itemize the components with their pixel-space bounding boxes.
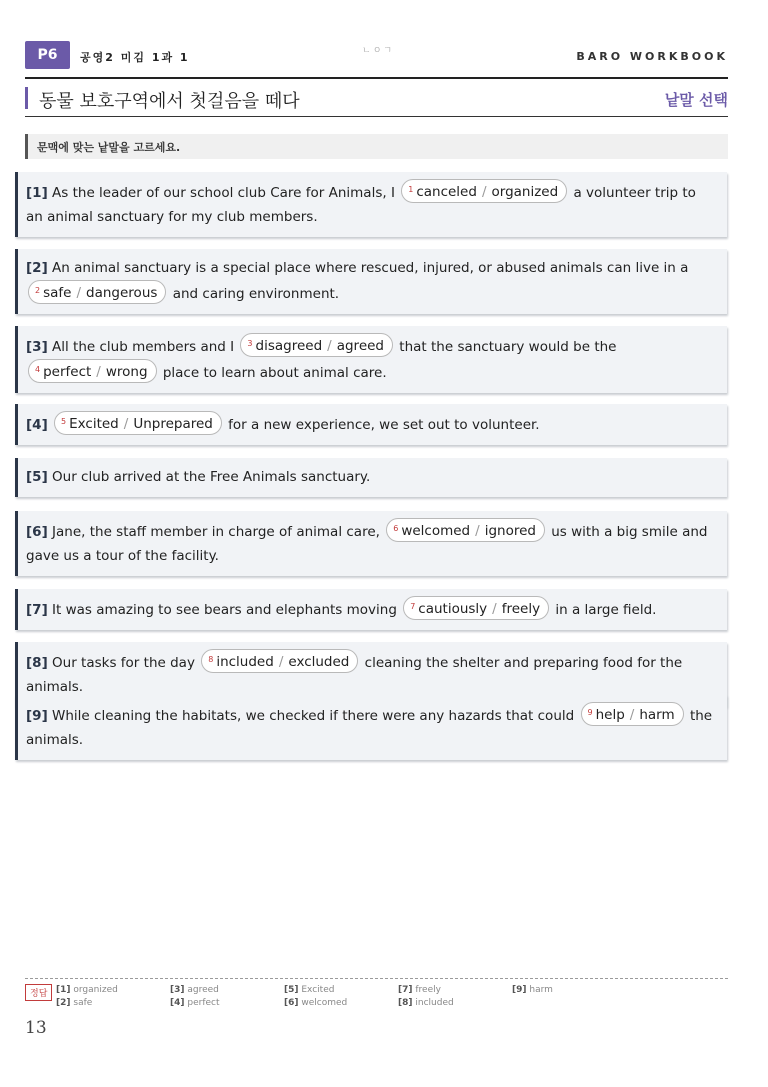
choice-option-a[interactable]: perfect: [43, 364, 92, 380]
choice-chip: [386, 518, 545, 542]
blank-number: 9: [587, 708, 593, 717]
question-number: [1]: [26, 185, 48, 201]
page-badge: P6: [25, 41, 70, 69]
question-text: and caring environment.: [172, 286, 340, 302]
choice-chip: [401, 179, 567, 203]
answer-number: [7]: [398, 985, 413, 995]
page-number: 13: [25, 1018, 47, 1038]
answer-number: [9]: [512, 985, 527, 995]
blank-number: 5: [61, 417, 67, 426]
answer-text: harm: [529, 985, 553, 995]
question-text: As the leader of our school club Care for Animals, I: [52, 185, 395, 201]
choice-divider: /: [76, 285, 82, 301]
answer-number: [1]: [56, 985, 71, 995]
question-text: for a new experience, we set out to volunteer.: [228, 417, 540, 433]
choice-option-b[interactable]: excluded: [288, 654, 350, 670]
question-number: [4]: [26, 417, 48, 433]
question-text: cleaning the shelter and preparing food for the animals.: [26, 655, 683, 695]
choice-divider: /: [123, 416, 129, 432]
choice-option-a[interactable]: canceled: [416, 184, 477, 200]
answer-text: welcomed: [301, 998, 348, 1008]
question-text: Our club arrived at the Free Animals sanctuary.: [52, 469, 371, 485]
blank-number: 1: [408, 185, 414, 194]
choice-divider: /: [278, 654, 284, 670]
question-3: [15, 326, 727, 393]
answer-number: [8]: [398, 998, 413, 1008]
section-tag: 낱말 선택: [664, 91, 728, 109]
choice-chip: [54, 411, 222, 435]
choice-chip: [28, 359, 157, 383]
answer-number: [3]: [170, 985, 185, 995]
blank-number: 2: [35, 286, 41, 295]
blank-number: 4: [35, 365, 41, 374]
page-header: [25, 41, 728, 79]
question-text: the animals.: [26, 708, 713, 748]
answer-key: [25, 978, 728, 1008]
choice-option-b[interactable]: organized: [491, 184, 559, 200]
choice-option-b[interactable]: agreed: [336, 338, 384, 354]
question-text: All the club members and I: [52, 339, 235, 355]
choice-option-a[interactable]: welcomed: [401, 523, 471, 539]
choice-divider: /: [475, 523, 480, 539]
answer-text: freely: [415, 985, 441, 995]
choice-chip: [28, 280, 166, 304]
choice-option-a[interactable]: cautiously: [418, 601, 488, 617]
question-text: It was amazing to see bears and elephants moving: [52, 602, 397, 618]
title-bar: [25, 79, 728, 117]
instruction-box: [25, 134, 728, 159]
blank-number: 3: [247, 339, 253, 348]
header-mark: ㄴㅇㄱ: [362, 46, 395, 56]
answer-item: [398, 998, 454, 1008]
question-text: a volunteer trip to an animal sanctuary for my club members.: [26, 185, 696, 225]
question-1: [15, 172, 727, 237]
choice-divider: /: [481, 184, 487, 200]
question-number: [7]: [26, 602, 48, 618]
question-6: [15, 511, 727, 576]
question-number: [9]: [26, 708, 48, 724]
choice-option-a[interactable]: Excited: [69, 416, 119, 432]
answer-item: [398, 985, 441, 995]
answer-number: [4]: [170, 998, 185, 1008]
question-4: [15, 404, 727, 445]
choice-chip: [201, 649, 358, 673]
question-text: While cleaning the habitats, we checked if there were any hazards that could: [52, 708, 575, 724]
question-number: [6]: [26, 524, 48, 540]
choice-option-a[interactable]: included: [216, 654, 274, 670]
choice-option-b[interactable]: wrong: [105, 364, 148, 380]
answer-number: [2]: [56, 998, 71, 1008]
question-number: [5]: [26, 469, 48, 485]
question-text: that the sanctuary would be the: [399, 339, 617, 355]
instruction-text: 문맥에 맞는 낱말을 고르세요.: [37, 141, 181, 154]
answer-item: [170, 985, 219, 995]
question-text: An animal sanctuary is a special place where rescued, injured, or abused animals can live in a: [52, 260, 689, 276]
answer-text: organized: [73, 985, 118, 995]
question-number: [8]: [26, 655, 48, 671]
page-title: 동물 보호구역에서 첫걸음을 떼다: [39, 91, 300, 112]
question-9: [15, 695, 727, 760]
choice-divider: /: [96, 364, 101, 380]
answer-text: perfect: [187, 998, 220, 1008]
answer-item: [284, 985, 334, 995]
choice-option-b[interactable]: ignored: [484, 523, 536, 539]
choice-option-a[interactable]: safe: [43, 285, 72, 301]
question-7: [15, 589, 727, 630]
choice-option-b[interactable]: Unprepared: [133, 416, 213, 432]
question-text: in a large field.: [555, 602, 657, 618]
choice-divider: /: [492, 601, 497, 617]
answer-text: safe: [73, 998, 93, 1008]
choice-option-b[interactable]: freely: [501, 601, 541, 617]
title-accent: [25, 87, 28, 109]
blank-number: 8: [208, 655, 214, 664]
question-5: [15, 458, 727, 497]
question-text: Jane, the staff member in charge of animal care,: [52, 524, 380, 540]
choice-chip: [581, 702, 684, 726]
choice-divider: /: [629, 707, 635, 723]
answer-badge: 정답: [25, 984, 52, 1001]
answer-item: [56, 985, 118, 995]
course-label: 공영2 미김 1과 1: [80, 51, 190, 64]
choice-chip: [240, 333, 393, 357]
answer-text: included: [415, 998, 454, 1008]
brand-label: BARO WORKBOOK: [576, 50, 728, 63]
workbook-page: [25, 0, 728, 1087]
blank-number: 7: [410, 602, 416, 611]
choice-divider: /: [327, 338, 332, 354]
choice-option-b[interactable]: dangerous: [86, 285, 158, 301]
answer-item: [512, 985, 553, 995]
answer-item: [56, 998, 92, 1008]
answer-item: [284, 998, 347, 1008]
answer-number: [5]: [284, 985, 299, 995]
answer-text: agreed: [187, 985, 219, 995]
choice-chip: [403, 596, 549, 620]
question-number: [2]: [26, 260, 48, 276]
answer-text: Excited: [301, 985, 335, 995]
choice-option-b[interactable]: harm: [639, 707, 675, 723]
question-2: [15, 249, 727, 314]
answer-item: [170, 998, 220, 1008]
choice-option-a[interactable]: help: [595, 707, 625, 723]
answer-number: [6]: [284, 998, 299, 1008]
choice-option-a[interactable]: disagreed: [255, 338, 323, 354]
blank-number: 6: [393, 524, 399, 533]
question-number: [3]: [26, 339, 48, 355]
question-text: Our tasks for the day: [52, 655, 195, 671]
question-text: place to learn about animal care.: [162, 365, 387, 381]
question-text: us with a big smile and gave us a tour of the facility.: [26, 524, 708, 564]
